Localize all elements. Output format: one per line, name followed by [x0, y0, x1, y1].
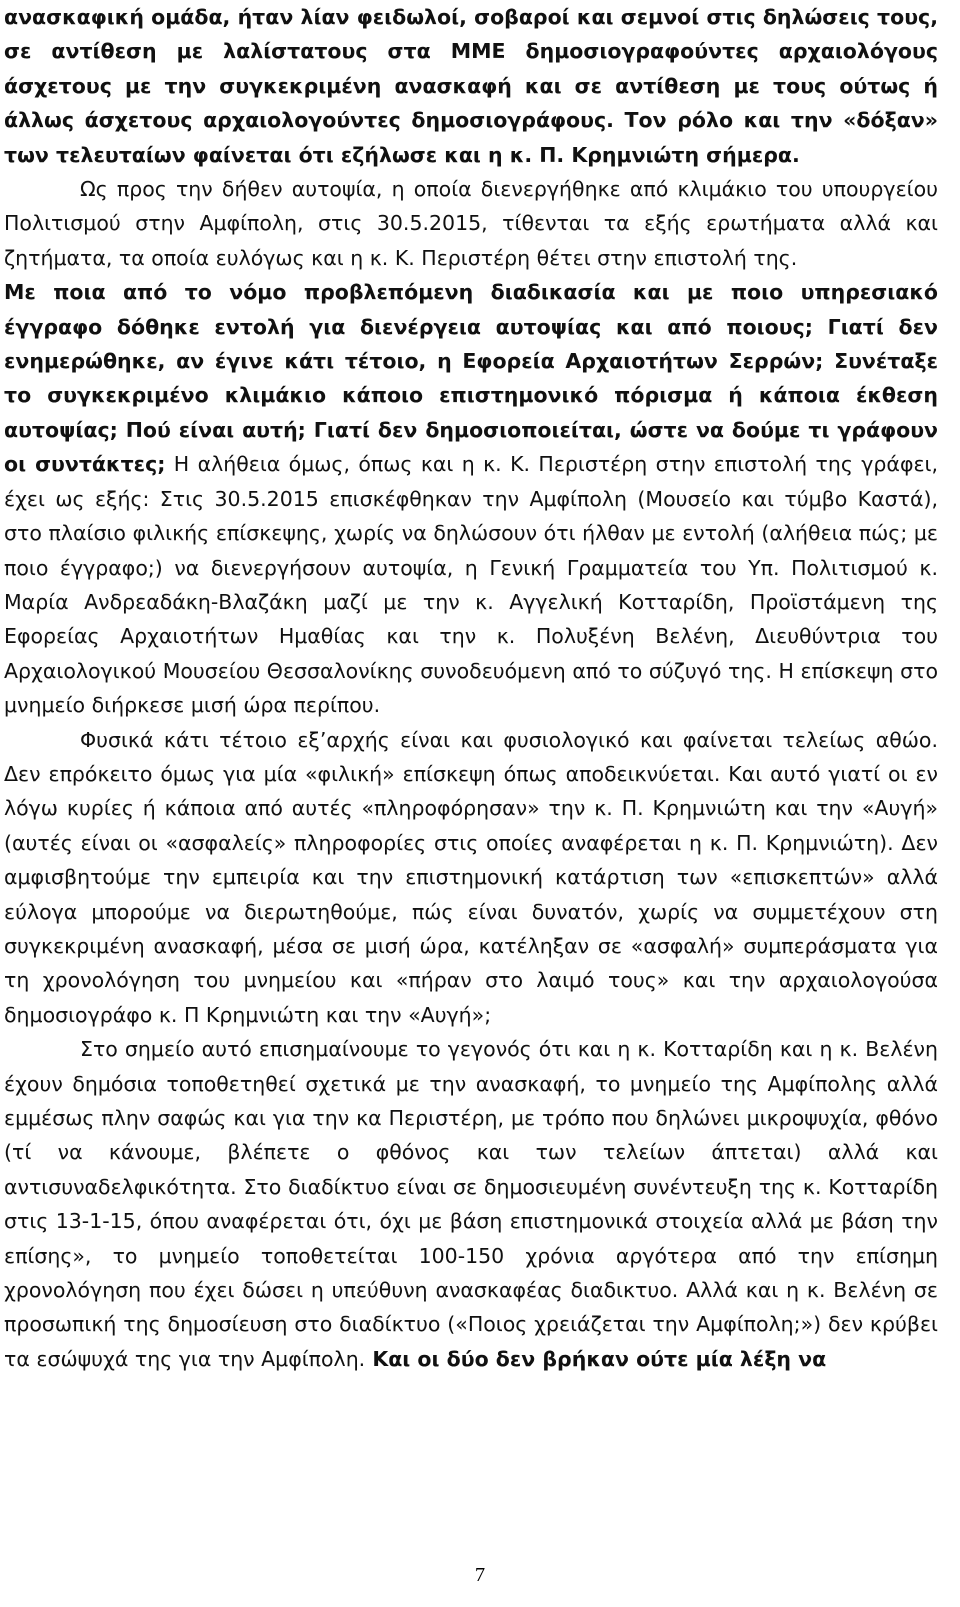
- paragraph-5-text: Στο σημείο αυτό επισημαίνουμε το γεγονός ότι και η κ. Κοτταρίδη και η κ. Βελένη έχουν δημόσια τοποθετηθεί σχετικά με την ανασκαφή, το μνημείο της Αμφίπολης αλλά εμμέσως πλην σαφώς και για την κα Περιστέρη, με τρόπο που δηλώνει μικροψυχία, φθόνο (τί να κάνουμε, βλέπετε ο φθόνος και των τελείων άπτεται) αλλά και αντισυναδελφικότητα. Στο διαδίκτυο είναι σε δημοσιευμένη συνέντευξη της κ. Κοτταρίδη στις 13-1-15, όπου αναφέρεται ότι, όχι με βάση επιστημονικά στοιχεία αλλά με βάση την επίσης», το μνημείο τοποθετείται 100-150 χρόνια αργότερα από την επίσημη χρονολόγηση που έχει δώσει η υπεύθυνη ανασκαφέας διαδικτυο. Αλλά και η κ. Βελένη σε προσωπική της δημοσίευση στο διαδίκτυο («Ποιος χρειάζεται την Αμφίπολη;») δεν κρύβει τα εσώψυχά της για την Αμφίπολη.: [4, 1037, 938, 1371]
- paragraph-1: [4, 0, 938, 172]
- page-number: 7: [474, 1564, 486, 1586]
- paragraph-1-bold-text: ανασκαφική ομάδα, ήταν λίαν φειδωλοί, σοβαροί και σεμνοί στις δηλώσεις τους, σε αντίθεση με λαλίστατους στα ΜΜΕ δημοσιογραφούντες αρχαιολόγους άσχετους με την συγκεκριμένη ανασκαφή και σε αντίθεση με τους ούτως ή άλλως άσχετους αρχαιολογούντες δημοσιογράφους. Τον ρόλο και την «δόξαν» των τελευταίων φαίνεται ότι εζήλωσε και η κ. Π. Κρημνιώτη σήμερα.: [4, 5, 938, 167]
- paragraph-5-bold-text: Και οι δύο δεν βρήκαν ούτε μία λέξη να: [365, 1346, 827, 1371]
- paragraph-2-text: Ως προς την δήθεν αυτοψία, η οποία διενεργήθηκε από κλιμάκιο του υπουργείου Πολιτισμού στην Αμφίπολη, στις 30.5.2015, τίθενται τα εξής ερωτήματα αλλά και ζητήματα, τα οποία ευλόγως και η κ. Κ. Περιστέρη θέτει στην επιστολή της.: [4, 177, 938, 270]
- paragraph-4: [4, 723, 938, 1033]
- paragraph-2: [4, 172, 938, 275]
- paragraph-4-text: Φυσικά κάτι τέτοιο εξ’αρχής είναι και φυσιολογικό και φαίνεται τελείως αθώο. Δεν επρόκειτο όμως για μία «φιλική» επίσκεψη όπως αποδεικνύεται. Και αυτό γιατί οι εν λόγω κυρίες ή κάποια από αυτές «πληροφόρησαν» την κ. Π. Κρημνιώτη και την «Αυγή» (αυτές είναι οι «ασφαλείς» πληροφορίες στις οποίες αναφέρεται η κ. Π. Κρημνιώτη). Δεν αμφισβητούμε την εμπειρία και την επιστημονική κατάρτιση των «επισκεπτών» αλλά εύλογα μπορούμε να διερωτηθούμε, πώς είναι δυνατόν, χωρίς να συμμετέχουν στη συγκεκριμένη ανασκαφή, μέσα σε μισή ώρα, κατέληξαν σε «ασφαλή» συμπεράσματα για τη χρονολόγηση του μνημείου και «πήραν στο λαιμό τους» και την αρχαιολογούσα δημοσιογράφο κ. Π Κρημνιώτη και την «Αυγή»;: [4, 727, 938, 1027]
- paragraph-3-bold-questions: Με ποια από το νόμο προβλεπόμενη διαδικασία και με ποιο υπηρεσιακό έγγραφο δόθηκε εντολή για διενέργεια αυτοψίας και από ποιους; Γιατί δεν ενημερώθηκε, αν έγινε κάτι τέτοιο, η Εφορεία Αρχαιοτήτων Σερρών; Συνέταξε το συγκεκριμένο κλιμάκιο κάποιο επιστημονικό πόρισμα ή κάποια έκθεση αυτοψίας; Πού είναι αυτή; Γιατί δεν δημοσιοποιείται, ώστε να δούμε τι γράφουν οι συντάκτες;: [4, 280, 938, 477]
- paragraph-3-text: Η αλήθεια όμως, όπως και η κ. Κ. Περιστέρη στην επιστολή της γράφει, έχει ως εξής: Στις 30.5.2015 επισκέφθηκαν την Αμφίπολη (Μουσείο και τύμβο Καστά), στο πλαίσιο φιλικής επίσκεψης, χωρίς να δηλώσουν ότι ήλθαν με εντολή (αλήθεια πώς; με ποιο έγγραφο;) να διενεργήσουν αυτοψία, η Γενική Γραμματεία του Υπ. Πολιτισμού κ. Μαρία Ανδρεαδάκη-Βλαζάκη μαζί με την κ. Αγγελική Κοτταρίδη, Προϊστάμενη της Εφορείας Αρχαιοτήτων Ημαθίας και την κ. Πολυξένη Βελένη, Διευθύντρια του Αρχαιολογικού Μουσείου Θεσσαλονίκης συνοδευόμενη από το σύζυγό της. Η επίσκεψη στο μνημείο διήρκεσε μισή ώρα περίπου.: [4, 452, 938, 718]
- paragraph-3: [4, 275, 938, 722]
- paragraph-5: [4, 1032, 938, 1376]
